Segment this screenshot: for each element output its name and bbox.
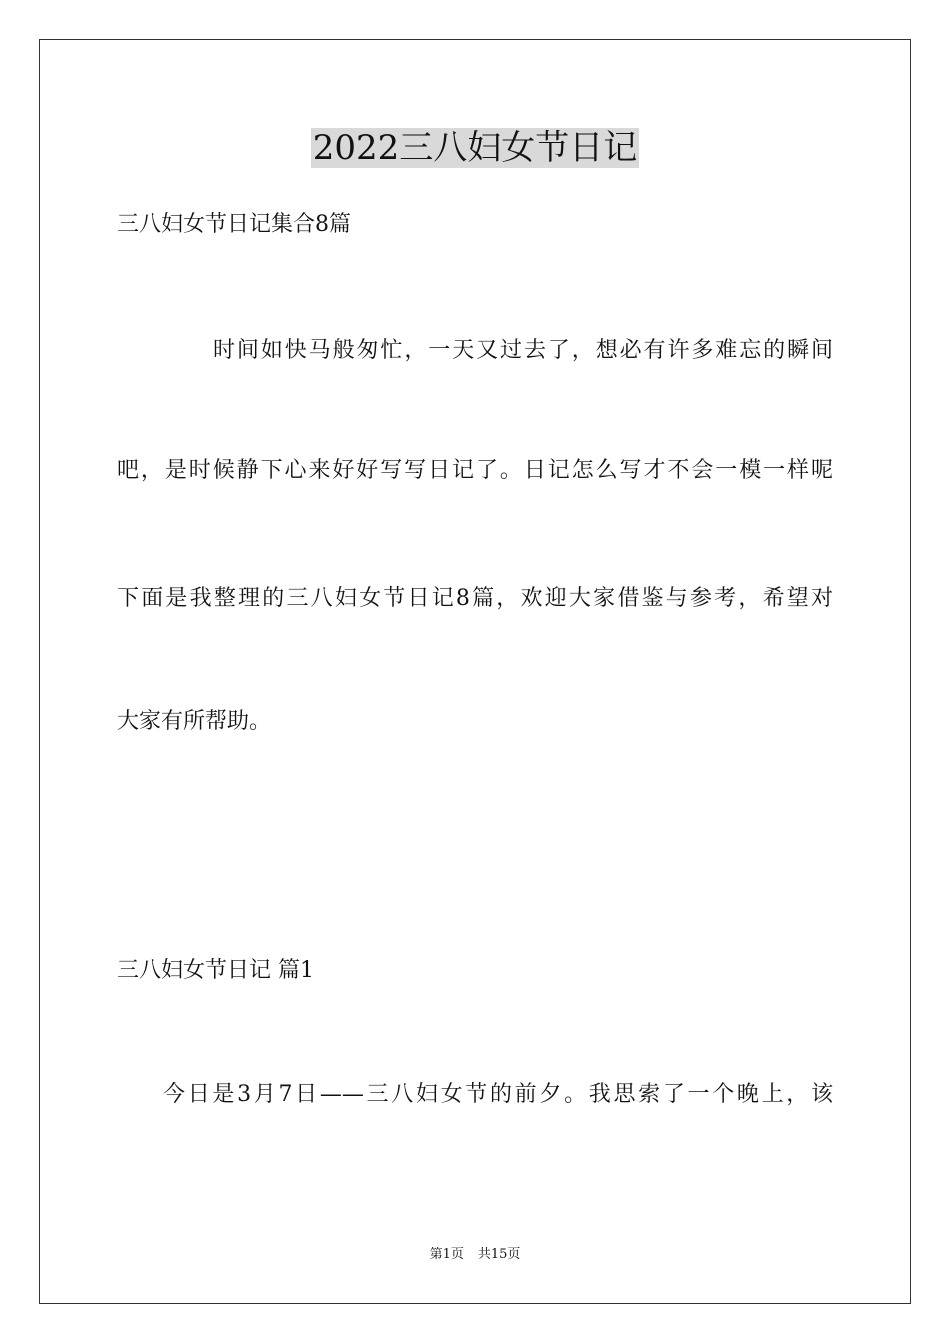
page-number: 第1页 [429, 1247, 464, 1262]
document-title-text: 2022三八妇女节日记 [312, 128, 638, 168]
section-line: 今日是3月7日——三八妇女节的前夕。我思索了一个晚上，该 [163, 1082, 833, 1107]
page-total: 共15页 [477, 1247, 521, 1262]
intro-line: 大家有所帮助。 [117, 709, 272, 734]
section-heading: 三八妇女节日记 篇1 [117, 958, 314, 983]
intro-line: 时间如快马般匆忙，一天又过去了，想必有许多难忘的瞬间 [213, 338, 833, 363]
document-subtitle: 三八妇女节日记集合8篇 [117, 212, 351, 237]
page-footer [0, 1246, 950, 1264]
intro-line: 吧，是时候静下心来好好写写日记了。日记怎么写才不会一模一样呢 [117, 458, 833, 483]
document-title [0, 126, 950, 170]
intro-line: 下面是我整理的三八妇女节日记8篇，欢迎大家借鉴与参考，希望对 [117, 586, 833, 611]
